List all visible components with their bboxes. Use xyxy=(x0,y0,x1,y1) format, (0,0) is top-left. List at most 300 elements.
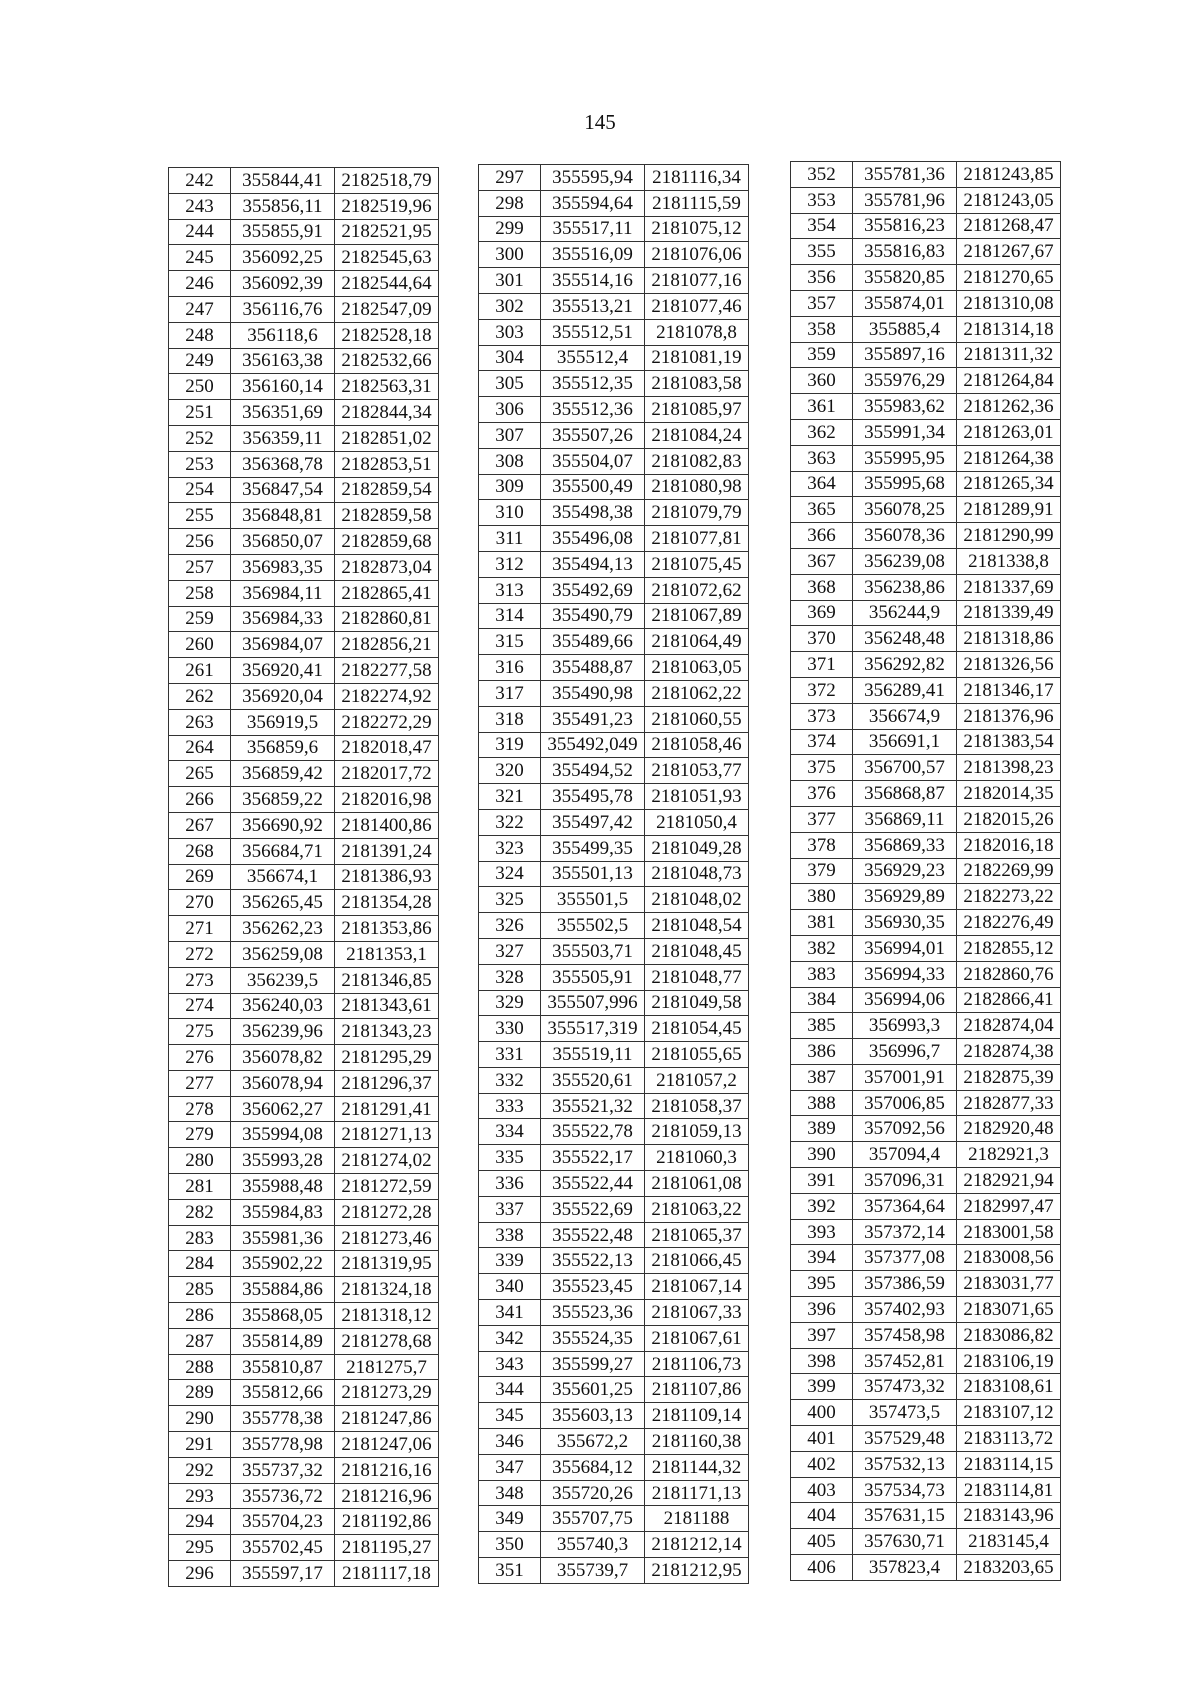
x-coordinate-cell: 356674,9 xyxy=(853,703,957,729)
x-coordinate-cell: 356289,41 xyxy=(853,677,957,703)
point-number-cell: 293 xyxy=(169,1483,231,1509)
x-coordinate-cell: 355594,64 xyxy=(541,190,645,216)
x-coordinate-cell: 355778,38 xyxy=(231,1406,335,1432)
x-coordinate-cell: 355844,41 xyxy=(231,168,335,194)
x-coordinate-cell: 356078,82 xyxy=(231,1045,335,1071)
coordinates-table-1 xyxy=(168,167,439,1587)
point-number-cell: 353 xyxy=(791,187,853,213)
x-coordinate-cell: 357094,4 xyxy=(853,1142,957,1168)
y-coordinate-cell: 2181272,59 xyxy=(335,1174,439,1200)
table-row xyxy=(791,1529,1061,1555)
table-row xyxy=(169,1199,439,1225)
x-coordinate-cell: 357372,14 xyxy=(853,1219,957,1245)
y-coordinate-cell: 2181353,1 xyxy=(335,941,439,967)
x-coordinate-cell: 355522,78 xyxy=(541,1119,645,1145)
y-coordinate-cell: 2181212,95 xyxy=(645,1558,749,1584)
x-coordinate-cell: 356092,25 xyxy=(231,245,335,271)
y-coordinate-cell: 2181061,08 xyxy=(645,1171,749,1197)
x-coordinate-cell: 355740,3 xyxy=(541,1532,645,1558)
y-coordinate-cell: 2182016,18 xyxy=(957,832,1061,858)
x-coordinate-cell: 355513,21 xyxy=(541,293,645,319)
point-number-cell: 287 xyxy=(169,1328,231,1354)
y-coordinate-cell: 2181339,49 xyxy=(957,600,1061,626)
x-coordinate-cell: 355500,49 xyxy=(541,474,645,500)
table-row xyxy=(169,529,439,555)
x-coordinate-cell: 355488,87 xyxy=(541,655,645,681)
point-number-cell: 289 xyxy=(169,1380,231,1406)
point-number-cell: 305 xyxy=(479,371,541,397)
x-coordinate-cell: 355517,11 xyxy=(541,216,645,242)
y-coordinate-cell: 2182018,47 xyxy=(335,735,439,761)
x-coordinate-cell: 356700,57 xyxy=(853,755,957,781)
y-coordinate-cell: 2181082,83 xyxy=(645,448,749,474)
y-coordinate-cell: 2182274,92 xyxy=(335,683,439,709)
y-coordinate-cell: 2182563,31 xyxy=(335,374,439,400)
point-number-cell: 285 xyxy=(169,1277,231,1303)
y-coordinate-cell: 2181064,49 xyxy=(645,629,749,655)
table-row xyxy=(479,1274,749,1300)
x-coordinate-cell: 357006,85 xyxy=(853,1090,957,1116)
x-coordinate-cell: 356920,41 xyxy=(231,658,335,684)
point-number-cell: 382 xyxy=(791,935,853,961)
point-number-cell: 366 xyxy=(791,523,853,549)
point-number-cell: 318 xyxy=(479,706,541,732)
table-row xyxy=(479,1042,749,1068)
x-coordinate-cell: 355491,23 xyxy=(541,706,645,732)
table-row xyxy=(479,1351,749,1377)
point-number-cell: 387 xyxy=(791,1064,853,1090)
table-row xyxy=(791,1400,1061,1426)
y-coordinate-cell: 2181077,16 xyxy=(645,268,749,294)
y-coordinate-cell: 2181391,24 xyxy=(335,838,439,864)
point-number-cell: 277 xyxy=(169,1070,231,1096)
y-coordinate-cell: 2182875,39 xyxy=(957,1064,1061,1090)
point-number-cell: 251 xyxy=(169,400,231,426)
table-row xyxy=(791,1503,1061,1529)
x-coordinate-cell: 356859,42 xyxy=(231,761,335,787)
point-number-cell: 242 xyxy=(169,168,231,194)
y-coordinate-cell: 2181326,56 xyxy=(957,652,1061,678)
y-coordinate-cell: 2181274,02 xyxy=(335,1148,439,1174)
y-coordinate-cell: 2181289,91 xyxy=(957,497,1061,523)
x-coordinate-cell: 356984,33 xyxy=(231,606,335,632)
table-row xyxy=(479,1480,749,1506)
y-coordinate-cell: 2183143,96 xyxy=(957,1503,1061,1529)
point-number-cell: 286 xyxy=(169,1303,231,1329)
point-number-cell: 297 xyxy=(479,165,541,191)
table-row xyxy=(169,348,439,374)
x-coordinate-cell: 355993,28 xyxy=(231,1148,335,1174)
y-coordinate-cell: 2181212,14 xyxy=(645,1532,749,1558)
y-coordinate-cell: 2181062,22 xyxy=(645,680,749,706)
table-row xyxy=(479,1377,749,1403)
x-coordinate-cell: 355868,05 xyxy=(231,1303,335,1329)
x-coordinate-cell: 356116,76 xyxy=(231,296,335,322)
point-number-cell: 358 xyxy=(791,316,853,342)
point-number-cell: 381 xyxy=(791,910,853,936)
table-row xyxy=(791,1245,1061,1271)
y-coordinate-cell: 2181376,96 xyxy=(957,703,1061,729)
point-number-cell: 401 xyxy=(791,1426,853,1452)
x-coordinate-cell: 355519,11 xyxy=(541,1042,645,1068)
point-number-cell: 368 xyxy=(791,574,853,600)
table-row xyxy=(169,1432,439,1458)
table-row xyxy=(169,296,439,322)
table-row xyxy=(169,1277,439,1303)
x-coordinate-cell: 356920,04 xyxy=(231,683,335,709)
table-row xyxy=(169,400,439,426)
table-row xyxy=(479,1325,749,1351)
y-coordinate-cell: 2182521,95 xyxy=(335,219,439,245)
point-number-cell: 325 xyxy=(479,887,541,913)
table-row xyxy=(479,964,749,990)
table-row xyxy=(169,1096,439,1122)
point-number-cell: 250 xyxy=(169,374,231,400)
point-number-cell: 254 xyxy=(169,477,231,503)
x-coordinate-cell: 355490,98 xyxy=(541,680,645,706)
y-coordinate-cell: 2182866,41 xyxy=(957,987,1061,1013)
y-coordinate-cell: 2181058,37 xyxy=(645,1093,749,1119)
x-coordinate-cell: 355812,66 xyxy=(231,1380,335,1406)
x-coordinate-cell: 355495,78 xyxy=(541,784,645,810)
x-coordinate-cell: 356092,39 xyxy=(231,271,335,297)
y-coordinate-cell: 2182015,26 xyxy=(957,806,1061,832)
table-row xyxy=(169,890,439,916)
point-number-cell: 296 xyxy=(169,1561,231,1587)
x-coordinate-cell: 356368,78 xyxy=(231,451,335,477)
x-coordinate-cell: 355781,96 xyxy=(853,187,957,213)
table-row xyxy=(169,967,439,993)
point-number-cell: 309 xyxy=(479,474,541,500)
table-row xyxy=(791,419,1061,445)
y-coordinate-cell: 2181060,3 xyxy=(645,1145,749,1171)
point-number-cell: 303 xyxy=(479,319,541,345)
point-number-cell: 395 xyxy=(791,1271,853,1297)
table-row xyxy=(169,1122,439,1148)
table-row xyxy=(169,1328,439,1354)
point-number-cell: 394 xyxy=(791,1245,853,1271)
table-row xyxy=(479,1558,749,1584)
y-coordinate-cell: 2182865,41 xyxy=(335,580,439,606)
table-row xyxy=(791,239,1061,265)
point-number-cell: 369 xyxy=(791,600,853,626)
point-number-cell: 274 xyxy=(169,993,231,1019)
point-number-cell: 379 xyxy=(791,858,853,884)
y-coordinate-cell: 2181295,29 xyxy=(335,1045,439,1071)
x-coordinate-cell: 355856,11 xyxy=(231,193,335,219)
x-coordinate-cell: 355884,86 xyxy=(231,1277,335,1303)
table-row xyxy=(169,761,439,787)
point-number-cell: 320 xyxy=(479,758,541,784)
table-row xyxy=(479,319,749,345)
x-coordinate-cell: 355988,48 xyxy=(231,1174,335,1200)
x-coordinate-cell: 355502,5 xyxy=(541,913,645,939)
point-number-cell: 321 xyxy=(479,784,541,810)
point-number-cell: 302 xyxy=(479,293,541,319)
table-row xyxy=(479,835,749,861)
point-number-cell: 310 xyxy=(479,500,541,526)
point-number-cell: 349 xyxy=(479,1506,541,1532)
x-coordinate-cell: 356239,5 xyxy=(231,967,335,993)
table-row xyxy=(479,474,749,500)
x-coordinate-cell: 355595,94 xyxy=(541,165,645,191)
point-number-cell: 314 xyxy=(479,603,541,629)
table-row xyxy=(479,809,749,835)
point-number-cell: 311 xyxy=(479,526,541,552)
y-coordinate-cell: 2182272,29 xyxy=(335,709,439,735)
x-coordinate-cell: 356869,33 xyxy=(853,832,957,858)
table-row xyxy=(479,861,749,887)
point-number-cell: 355 xyxy=(791,239,853,265)
point-number-cell: 337 xyxy=(479,1196,541,1222)
table-row xyxy=(791,961,1061,987)
y-coordinate-cell: 2183031,77 xyxy=(957,1271,1061,1297)
point-number-cell: 266 xyxy=(169,787,231,813)
x-coordinate-cell: 355603,13 xyxy=(541,1403,645,1429)
x-coordinate-cell: 356929,89 xyxy=(853,884,957,910)
y-coordinate-cell: 2182874,04 xyxy=(957,1013,1061,1039)
point-number-cell: 284 xyxy=(169,1251,231,1277)
table-row xyxy=(169,554,439,580)
x-coordinate-cell: 355810,87 xyxy=(231,1354,335,1380)
point-number-cell: 248 xyxy=(169,322,231,348)
x-coordinate-cell: 355507,996 xyxy=(541,990,645,1016)
y-coordinate-cell: 2181080,98 xyxy=(645,474,749,500)
x-coordinate-cell: 355597,17 xyxy=(231,1561,335,1587)
point-number-cell: 400 xyxy=(791,1400,853,1426)
y-coordinate-cell: 2181319,95 xyxy=(335,1251,439,1277)
y-coordinate-cell: 2181268,47 xyxy=(957,213,1061,239)
y-coordinate-cell: 2181048,77 xyxy=(645,964,749,990)
x-coordinate-cell: 356359,11 xyxy=(231,425,335,451)
y-coordinate-cell: 2181077,81 xyxy=(645,526,749,552)
x-coordinate-cell: 356118,6 xyxy=(231,322,335,348)
x-coordinate-cell: 357452,81 xyxy=(853,1348,957,1374)
x-coordinate-cell: 355684,12 xyxy=(541,1454,645,1480)
table-row xyxy=(791,574,1061,600)
y-coordinate-cell: 2181050,4 xyxy=(645,809,749,835)
table-row xyxy=(791,445,1061,471)
y-coordinate-cell: 2181343,61 xyxy=(335,993,439,1019)
y-coordinate-cell: 2182874,38 xyxy=(957,1039,1061,1065)
point-number-cell: 315 xyxy=(479,629,541,655)
x-coordinate-cell: 356078,36 xyxy=(853,523,957,549)
x-coordinate-cell: 356674,1 xyxy=(231,864,335,890)
y-coordinate-cell: 2181160,38 xyxy=(645,1429,749,1455)
x-coordinate-cell: 357473,32 xyxy=(853,1374,957,1400)
y-coordinate-cell: 2182273,22 xyxy=(957,884,1061,910)
x-coordinate-cell: 357823,4 xyxy=(853,1555,957,1581)
table-row xyxy=(169,1406,439,1432)
table-row xyxy=(169,864,439,890)
table-row xyxy=(479,1403,749,1429)
point-number-cell: 260 xyxy=(169,632,231,658)
table-row xyxy=(169,1509,439,1535)
point-number-cell: 299 xyxy=(479,216,541,242)
y-coordinate-cell: 2181075,45 xyxy=(645,551,749,577)
x-coordinate-cell: 357473,5 xyxy=(853,1400,957,1426)
x-coordinate-cell: 355814,89 xyxy=(231,1328,335,1354)
table-row xyxy=(791,471,1061,497)
x-coordinate-cell: 355983,62 xyxy=(853,394,957,420)
x-coordinate-cell: 355512,35 xyxy=(541,371,645,397)
y-coordinate-cell: 2181318,86 xyxy=(957,626,1061,652)
point-number-cell: 268 xyxy=(169,838,231,864)
y-coordinate-cell: 2182860,76 xyxy=(957,961,1061,987)
x-coordinate-cell: 355490,79 xyxy=(541,603,645,629)
table-row xyxy=(169,916,439,942)
y-coordinate-cell: 2181262,36 xyxy=(957,394,1061,420)
x-coordinate-cell: 355499,35 xyxy=(541,835,645,861)
y-coordinate-cell: 2181314,18 xyxy=(957,316,1061,342)
x-coordinate-cell: 355494,13 xyxy=(541,551,645,577)
point-number-cell: 246 xyxy=(169,271,231,297)
y-coordinate-cell: 2181192,86 xyxy=(335,1509,439,1535)
point-number-cell: 324 xyxy=(479,861,541,887)
x-coordinate-cell: 355781,36 xyxy=(853,162,957,188)
x-coordinate-cell: 355496,08 xyxy=(541,526,645,552)
table-row xyxy=(479,551,749,577)
x-coordinate-cell: 356351,69 xyxy=(231,400,335,426)
x-coordinate-cell: 355524,35 xyxy=(541,1325,645,1351)
x-coordinate-cell: 355498,38 xyxy=(541,500,645,526)
table-row xyxy=(169,993,439,1019)
table-row xyxy=(479,268,749,294)
x-coordinate-cell: 355816,83 xyxy=(853,239,957,265)
x-coordinate-cell: 357630,71 xyxy=(853,1529,957,1555)
point-number-cell: 359 xyxy=(791,342,853,368)
y-coordinate-cell: 2182853,51 xyxy=(335,451,439,477)
x-coordinate-cell: 357631,15 xyxy=(853,1503,957,1529)
x-coordinate-cell: 355522,69 xyxy=(541,1196,645,1222)
y-coordinate-cell: 2181053,77 xyxy=(645,758,749,784)
table-row xyxy=(169,735,439,761)
table-row xyxy=(479,1506,749,1532)
point-number-cell: 344 xyxy=(479,1377,541,1403)
table-row xyxy=(479,1067,749,1093)
y-coordinate-cell: 2181059,13 xyxy=(645,1119,749,1145)
point-number-cell: 393 xyxy=(791,1219,853,1245)
point-number-cell: 336 xyxy=(479,1171,541,1197)
x-coordinate-cell: 355820,85 xyxy=(853,265,957,291)
y-coordinate-cell: 2181067,89 xyxy=(645,603,749,629)
x-coordinate-cell: 357096,31 xyxy=(853,1168,957,1194)
coordinates-table-2 xyxy=(478,164,749,1584)
x-coordinate-cell: 355976,29 xyxy=(853,368,957,394)
table-row xyxy=(791,523,1061,549)
y-coordinate-cell: 2182276,49 xyxy=(957,910,1061,936)
point-number-cell: 375 xyxy=(791,755,853,781)
y-coordinate-cell: 2183203,65 xyxy=(957,1555,1061,1581)
y-coordinate-cell: 2181106,73 xyxy=(645,1351,749,1377)
x-coordinate-cell: 355902,22 xyxy=(231,1251,335,1277)
table-row xyxy=(169,271,439,297)
y-coordinate-cell: 2182519,96 xyxy=(335,193,439,219)
y-coordinate-cell: 2181049,28 xyxy=(645,835,749,861)
table-row xyxy=(791,729,1061,755)
table-row xyxy=(791,162,1061,188)
x-coordinate-cell: 356259,08 xyxy=(231,941,335,967)
y-coordinate-cell: 2183106,19 xyxy=(957,1348,1061,1374)
table-row xyxy=(169,812,439,838)
point-number-cell: 383 xyxy=(791,961,853,987)
x-coordinate-cell: 356869,11 xyxy=(853,806,957,832)
y-coordinate-cell: 2181398,23 xyxy=(957,755,1061,781)
table-row xyxy=(791,1348,1061,1374)
table-row xyxy=(169,1251,439,1277)
x-coordinate-cell: 355702,45 xyxy=(231,1535,335,1561)
table-row xyxy=(479,784,749,810)
x-coordinate-cell: 355720,26 xyxy=(541,1480,645,1506)
y-coordinate-cell: 2181386,93 xyxy=(335,864,439,890)
table-row xyxy=(791,265,1061,291)
y-coordinate-cell: 2181318,12 xyxy=(335,1303,439,1329)
y-coordinate-cell: 2181337,69 xyxy=(957,574,1061,600)
x-coordinate-cell: 355512,4 xyxy=(541,345,645,371)
point-number-cell: 281 xyxy=(169,1174,231,1200)
point-number-cell: 290 xyxy=(169,1406,231,1432)
point-number-cell: 356 xyxy=(791,265,853,291)
point-number-cell: 317 xyxy=(479,680,541,706)
y-coordinate-cell: 2181048,54 xyxy=(645,913,749,939)
point-number-cell: 377 xyxy=(791,806,853,832)
point-number-cell: 402 xyxy=(791,1451,853,1477)
y-coordinate-cell: 2181291,41 xyxy=(335,1096,439,1122)
table-row xyxy=(169,1174,439,1200)
table-row xyxy=(169,477,439,503)
x-coordinate-cell: 355991,34 xyxy=(853,419,957,445)
table-row xyxy=(479,1119,749,1145)
y-coordinate-cell: 2181247,06 xyxy=(335,1432,439,1458)
table-row xyxy=(791,1064,1061,1090)
x-coordinate-cell: 355778,98 xyxy=(231,1432,335,1458)
table-row xyxy=(169,1483,439,1509)
x-coordinate-cell: 355492,049 xyxy=(541,732,645,758)
x-coordinate-cell: 355522,13 xyxy=(541,1248,645,1274)
table-row xyxy=(479,990,749,1016)
y-coordinate-cell: 2181055,65 xyxy=(645,1042,749,1068)
y-coordinate-cell: 2181324,18 xyxy=(335,1277,439,1303)
x-coordinate-cell: 356239,96 xyxy=(231,1019,335,1045)
table-row xyxy=(169,941,439,967)
x-coordinate-cell: 356929,23 xyxy=(853,858,957,884)
point-number-cell: 308 xyxy=(479,448,541,474)
point-number-cell: 392 xyxy=(791,1193,853,1219)
x-coordinate-cell: 355995,95 xyxy=(853,445,957,471)
point-number-cell: 258 xyxy=(169,580,231,606)
point-number-cell: 322 xyxy=(479,809,541,835)
x-coordinate-cell: 355739,7 xyxy=(541,1558,645,1584)
table-row xyxy=(791,600,1061,626)
y-coordinate-cell: 2182997,47 xyxy=(957,1193,1061,1219)
x-coordinate-cell: 357001,91 xyxy=(853,1064,957,1090)
x-coordinate-cell: 356690,92 xyxy=(231,812,335,838)
x-coordinate-cell: 357377,08 xyxy=(853,1245,957,1271)
point-number-cell: 362 xyxy=(791,419,853,445)
table-row xyxy=(791,935,1061,961)
y-coordinate-cell: 2181116,34 xyxy=(645,165,749,191)
point-number-cell: 360 xyxy=(791,368,853,394)
y-coordinate-cell: 2181067,14 xyxy=(645,1274,749,1300)
point-number-cell: 348 xyxy=(479,1480,541,1506)
y-coordinate-cell: 2181383,54 xyxy=(957,729,1061,755)
table-row xyxy=(169,1380,439,1406)
table-row xyxy=(791,1219,1061,1245)
y-coordinate-cell: 2181263,01 xyxy=(957,419,1061,445)
x-coordinate-cell: 356239,08 xyxy=(853,548,957,574)
x-coordinate-cell: 356684,71 xyxy=(231,838,335,864)
table-row xyxy=(169,580,439,606)
